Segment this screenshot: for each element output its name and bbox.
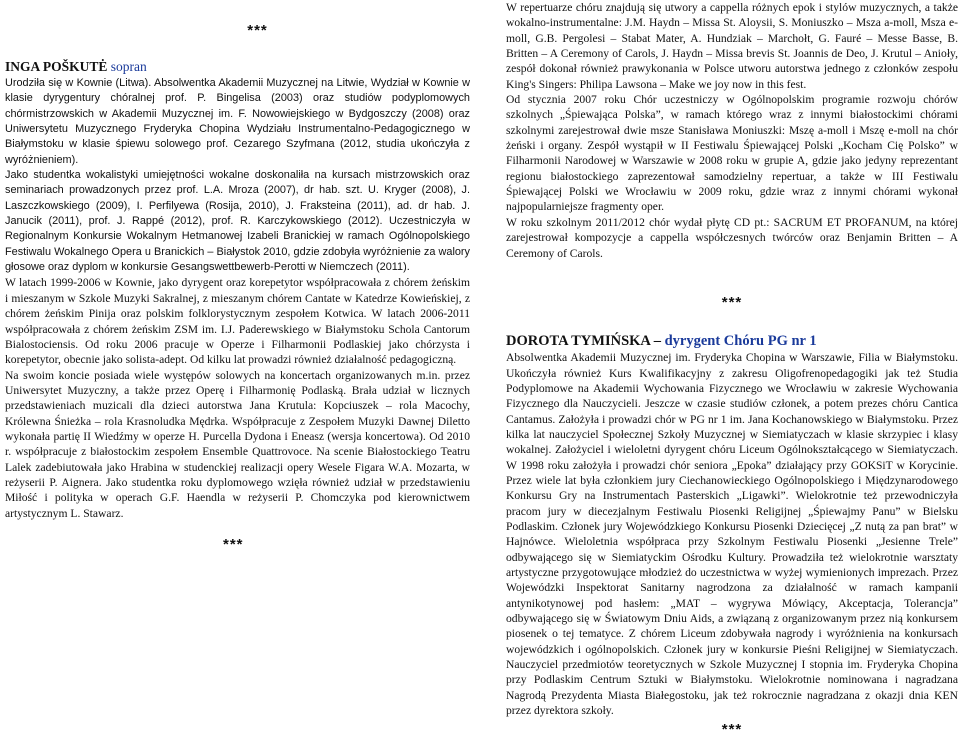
section-divider: *** bbox=[721, 721, 743, 738]
bio-role: dyrygent Chóru PG nr 1 bbox=[664, 333, 817, 350]
bio-paragraph: Absolwentka Akademii Muzycznej im. Fryderyka Chopina w Warszawie, Filia w Białymstoku. Ukończyła również Kurs Kwalifikacyjny z zakresu Oligofrenopedagogiki jak też Studia Podyplomowe na Akademii Wychowania Fizycznego we Wrocławiu w zakresie Wychowania Fizycznego dla Nauczycieli. Jeszcze w czasie studiów członek, a potem prezes chóru Cantica Cantamus. Założyła i prowadzi chór w PG nr 1 im. Jana Kochanowskiego w Białymstoku. Przez kilka lat nauczyciel Społecznej Szkoły Muzycznej w Siemiatyczach w klasie skrzypiec i klasy wokalnej. Założyciel i wieloletni dyrygent chóru Liceum Ogólnokształcącego w Siemiatyczach. W 1998 roku założyła i prowadzi chór seniora „Epoka” działający przy GOKSiT w Korycinie. Przez wiele lat była członkiem jury Ciechanowieckiego Ogólnopolskiego i Międzynarodowego Konkursu Gry na Instrumentach Pasterskich „Ligawki”. Wielokrotnie też przewodniczyła pracom jury w diecezjalnym Festiwalu Piosenki Religijnej „Śpiewajmy Panu” w Bielsku Podlaskim. Członek jury Wojewódzkiego Konkursu Piosenki Dziecięcej „Z nutą za pan brat” w Hajnówce. Wieloletnia współpraca przy Szkolnym Festiwalu Piosenki „Jesienne Trele” odbywającego się w Siemiatyckim Ośrodku Kultury. Prowadziła też wielokrotnie warsztaty artystyczne przygotowujące młodzież do uczestnictwa w wyżej wymienionych imprezach. Przez Wojewódzki Inspektorat Sanitarny nagrodzona za działalność w ramach kampanii antynikotynowej pod hasłem: „MAT – wygrywa Mówiący, Akceptacja, Tolerancja” odbywającego się w Światowym Dniu Aids, a związaną z organizowanym przez nią konkursem piosenek o tej tematyce. Z chórem Liceum zdobywała nagrody i wyróżnienia na konkursach wojewódzkich i ogólnopolskich. Członek jury w konkursie Pieśni Religijnej w Siemiatyczach. Nauczyciel przedmiotów teoretycznych w Szkole Muzycznej I stopnia im. Fryderyka Chopina przy Podlaskim Centrum Sztuki w Białymstoku. Wielokrotnie nominowana i nagradzana Nagrodą Prezydenta Miasta Białegostoku, jak też rokrocznie nagradzana z okazji dnia KEN przez dyrektora szkoły. bbox=[506, 351, 958, 718]
choir-history-paragraph: Od stycznia 2007 roku Chór uczestniczy w Ogólnopolskim programie rozwoju chórów szkolnych „Śpiewająca Polska”, w ramach którego wraz z innymi białostockimi chórami szkolnymi zarejestrował dwie msze Stanisława Moniuszki: Mszę a-moll i Mszę e-moll na chór żeński i organy. Zespół wystąpił w II Festiwalu Śpiewającej Polski „Kocham Cię Polsko” w Filharmonii Narodowej w Warszawie w 2008 roku w grupie A, gdzie jako jedyny reprezentant regionu białostockiego zaprezentował samodzielny repertuar, a także w III Festiwalu Śpiewającej Polski we Wrocławiu w 2009 roku, gdzie wraz z innymi chórami wykonał najpopularniejsze fragmenty oper. bbox=[506, 93, 958, 214]
bio-paragraph: Urodziła się w Kownie (Litwa). Absolwentka Akademii Muzycznej na Litwie, Wydział w Kownie w klasie dyrygentury chóralnej prof. P. Bingelisa (2003) oraz studiów podyplomowych chórmistrzowskich w Akademii Muzycznej im. F. Nowowiejskiego w Bydgoszczy (2008) oraz Uniwersytetu Muzycznego Fryderyka Chopina Wydziału Instrumentalno-Pedagogicznego w Białymstoku w klasie śpiewu solowego prof. Cezarego Szyfmana (2012, studia ukończyła z wyróżnieniem). bbox=[5, 77, 470, 166]
bio-heading bbox=[506, 332, 958, 350]
bio-paragraph: Jako studentka wokalistyki umiejętności wokalne doskonaliła na kursach mistrzowskich oraz seminariach prowadzonych przez prof. L.A. Mroza (2007), dr hab. szt. U. Kryger (2008), J. Laszczkowskiego (2009), I. Perfilyewa (Rosija, 2010), J. Fraksteina (2011), ad. dr hab. J. Janucik (2011), prof. J. Rappé (2012), prof. R. Karczykowskiego (2012). Uczestniczyła w Regionalnym Konkursie Wokalnym Hetmanowej Izabeli Branickiej w ramach Ogólnopolskiego Festiwalu Wokalnego Opera u Branickich – Białystok 2010, gdzie zdobyła wyróżnienie za walory głosowe oraz dyplom w konkursie Gesangswettbewerb-Perotti w Niemczech (2011). bbox=[5, 169, 470, 274]
section-divider: *** bbox=[247, 22, 268, 39]
bio-paragraph: W latach 1999-2006 w Kownie, jako dyrygent oraz korepetytor współpracowała z chórem żeńskim i mieszanym w Szkole Muzyki Sakralnej, z mieszanym chórem Cantate w Katedrze Kowieńskiej, z chórem żeńskim Pinija oraz polskim folklorystycznym zespołem Kotwica. W latach 2006-2011 współpracowała z chórem żeńskim ZSM im. I.J. Paderewskiego w Białymstoku Schola Cantorum Bialostociensis. Od roku 2006 pracuje w Operze i Filharmonii Podlaskiej jako chórzysta i korepetytor, obecnie jako solista-adept. Od kilku lat prowadzi również działalność pedagogiczną. bbox=[5, 276, 470, 367]
bio-role: sopran bbox=[110, 59, 147, 74]
right-column bbox=[506, 0, 958, 738]
choir-cd-paragraph: W roku szkolnym 2011/2012 chór wydał płytę CD pt.: SACRUM ET PROFANUM, na której zarejestrował kompozycje a cappella współczesnych twórców oraz Benjamin Britten – A Ceremony of Carols. bbox=[506, 215, 958, 260]
left-column bbox=[5, 0, 470, 552]
choir-repertoire-paragraph: W repertuarze chóru znajdują się utwory a cappella różnych epok i stylów muzycznych, a także wokalno-instrumentalne: J.M. Haydn – Missa St. Aloysii, S. Moniuszko – Msza a-moll, Msza e-moll, G.B. Pergolesi – Stabat Mater, A. Hundziak – Marchołt, G. Fauré – Messe Basse, B. Britten – A Ceremony of Carols, J. Haydn – Missa brevis St. Joannis de Deo, J. Krutul – Anioły, zespół dokonał również prawykonania w Polsce utworu autorstwa jednego z członków zespołu King's Singers: Philipa Lawsona – Make we joy now in this fest. bbox=[506, 1, 958, 91]
bio-paragraph: Na swoim koncie posiada wiele występów solowych na koncertach organizowanych m.in. przez Uniwersytet Muzyczny, a także przez Operę i Filharmonię Podlaską. Brała udział w licznych przedstawieniach muzicali dla dzieci autorstwa Jana Krutula: Kopciuszek – rola Macochy, Królewna Śnieżka – rola Krasnoludka Mędrka. Współpracuje z Zespołem Muzyki Dawnej Diletto wykonała partię II Wiedźmy w operze H. Purcella Dydona i Eneasz (wersja koncertowa). Od 2010 r. współpracuje z białostockim zespołem Ensemble Quattrovoce. Na scenie Białostockiego Teatru Lalek zadebiutowała jako Hrabina w studenckiej realizacji opery Wesele Figara W.A. Mozarta, w reżyserii P. Aignera. Jako studentka roku dyplomowego wzięła również udział w przedstawieniu Miłość i polityka w operach G.F. Haendla w reżyserii P. Chomczyka pod kierownictwem artystycznym L. Stawarz. bbox=[5, 368, 470, 520]
bio-name: DOROTA TYMIŃSKA – bbox=[506, 333, 661, 350]
bio-name: INGA POŠKUTĖ bbox=[5, 59, 108, 74]
section-divider: *** bbox=[721, 293, 743, 311]
bio-heading bbox=[5, 58, 470, 76]
section-divider: *** bbox=[223, 535, 244, 553]
